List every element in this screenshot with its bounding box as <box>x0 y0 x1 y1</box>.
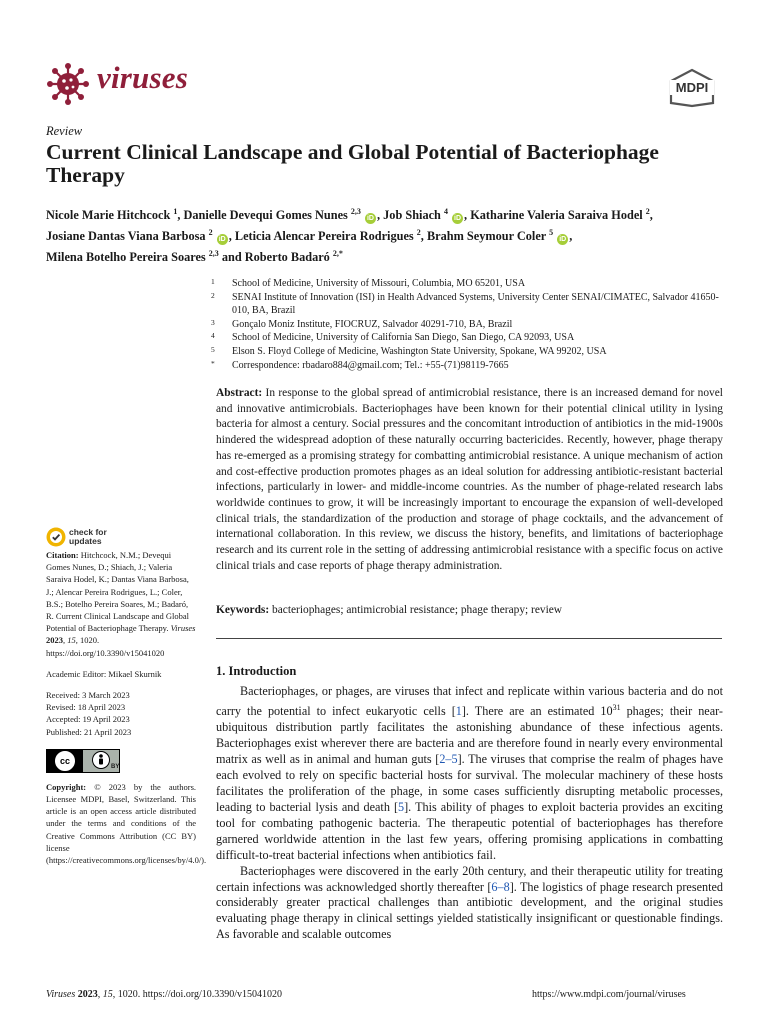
affiliation-item <box>211 291 731 318</box>
affiliation-text: Elson S. Floyd College of Medicine, Washington State University, Spokane, WA 99202, USA <box>232 345 607 357</box>
author-separator: , <box>569 229 573 244</box>
author-affiliation-mark: 2,3 <box>208 249 219 259</box>
check-for-updates-button[interactable] <box>46 527 126 549</box>
author-affiliation-mark: 1 <box>173 207 178 216</box>
affiliation-item <box>211 318 731 332</box>
check-updates-line1: check for <box>69 527 107 537</box>
citation-link[interactable]: 5 <box>398 799 405 814</box>
affiliation-mark: 4 <box>211 331 215 341</box>
sidebar <box>46 549 207 866</box>
author-affiliation-mark: 2 <box>416 228 421 238</box>
abstract-label: Abstract: <box>216 387 263 399</box>
cc-icon <box>47 750 83 772</box>
person-icon <box>92 751 110 769</box>
affiliation-mark: * <box>211 358 215 368</box>
citation-volume: 15 <box>67 635 76 646</box>
date-published: Published: 21 April 2023 <box>46 726 132 737</box>
author-separator: , <box>177 208 184 223</box>
paragraph <box>216 684 723 864</box>
author-name: Job Shiach <box>383 208 441 223</box>
author-separator: , <box>420 229 427 244</box>
text-run: ]. This ability of phages to exploit bacteria provides an exciting tool for combating pathogenic bacteria. The therapeutic potential of bacteriophages has therefore garnered worldwide attention in the last few years, offering promising applications in combatting difficult-to-treat bacterial infections when antibiotics fail. <box>216 799 723 862</box>
copyright-label: Copyright: <box>46 781 87 792</box>
footer-journal: Viruses <box>46 989 76 1000</box>
author-separator: , <box>228 229 235 244</box>
citation-year: 2023 <box>46 635 63 646</box>
keywords <box>216 603 723 618</box>
affiliation-item <box>211 277 731 291</box>
author-affiliation-mark: 2,* <box>332 249 343 259</box>
affiliation-text: School of Medicine, University of Missouri, Columbia, MO 65201, USA <box>232 278 526 289</box>
footer-volume: 15 <box>102 989 113 1000</box>
author-affiliation-mark: 4 <box>443 207 448 216</box>
author-name: Leticia Alencar Pereira Rodrigues <box>234 229 414 244</box>
keywords-text: bacteriophages; antimicrobial resistance; phage therapy; review <box>272 604 563 616</box>
author-affiliation-mark: 2 <box>208 228 213 238</box>
section-divider <box>216 638 722 639</box>
affiliation-text: Gonçalo Moniz Institute, FIOCRUZ, Salvador 40291-710, BA, Brazil <box>232 318 513 330</box>
author-name: Nicole Marie Hitchcock <box>46 208 171 223</box>
paragraph <box>216 864 723 944</box>
footer-year: 2023 <box>77 989 98 1000</box>
citation: Citation: Hitchcock, N.M.; Devequi Gomes Nunes, D.; Shiach, J.; Valeria Saraiva Hodel, K.; Dantas Viana Barbosa, J.; Alencar Pereira Rodrigues, L.; Coler, B.S.; Botelho Pereira Soares, M.; Badaró, R. Current Clinical Landscape and Global Potential of Bacteriophage Therapy. Viruses 2023, 15, 1020. https://doi.org/10.3390/v15041020 <box>46 550 196 658</box>
affiliation-item <box>211 345 731 359</box>
affiliation-mark: 2 <box>211 290 215 300</box>
affiliation-item <box>211 331 731 345</box>
author-name: Josiane Dantas Viana Barbosa <box>46 229 206 244</box>
keywords-label: Keywords: <box>216 604 270 616</box>
footer-journal-url[interactable]: https://www.mdpi.com/journal/viruses <box>532 989 686 1000</box>
abstract-text: In response to the global spread of antimicrobial resistance, there is an increased demand for novel and innovative antimicrobials. Bacteriophages have been known for their potential clinical utility in lysing bacteria for almost a century. Social pressures and the concomitant introduction of antibiotics in the mid-1900s hindered the widespread adoption of these naturally occurring bactericides. Recently, however, phage therapy has re-emerged as a promising strategy for combatting antimicrobial resistance. A unique mechanism of action and cost-effective production promotes phages as an ideal solution for addressing antibiotic-resistant bacterial infections, particularly in lower- and middle-income countries. As the number of phage-related research labs worldwide continues to grow, it will be increasingly important to encourage the expansion of well-developed clinical trials, the standardization of the production and storage of phage cocktails, and the advancement of international collaboration. In this review, we discuss the history, benefits, and limitations of bacteriophage research and its current role in the setting of addressing antimicrobial resistance with a specific focus on active clinical trials and case reports of phage therapy administration. <box>216 387 723 572</box>
check-updates-label <box>69 528 107 546</box>
author-separator: , <box>376 208 384 223</box>
author-affiliation-mark: 5 <box>549 228 554 238</box>
author-affiliation-mark: 2 <box>645 207 650 216</box>
affiliations <box>211 277 731 372</box>
affiliation-text: School of Medicine, University of California San Diego, San Diego, CA 92093, USA <box>232 332 575 344</box>
affiliation-text: SENAI Institute of Innovation (ISI) in Health Advanced Systems, University Center SENAI/CIMATEC, Salvador 41650-010, BA, Brazil <box>232 291 719 317</box>
affiliation-mark: 1 <box>211 277 215 286</box>
author-name: Roberto Badaró <box>244 250 330 265</box>
abstract <box>216 386 723 574</box>
author-separator: , <box>464 208 471 223</box>
citation-link[interactable]: 6–8 <box>491 879 510 894</box>
text-run: ]. The logistics of phage research presented considerably greater practical challenges than antibiotic development, and the original studies evaluating phage therapy in clinical settings yielded statistically insignificant or questionable findings. As favorable and scalable outcomes <box>216 879 723 942</box>
date-accepted: Accepted: 19 April 2023 <box>46 714 130 725</box>
citation-journal: Viruses <box>170 623 196 634</box>
citation-doi[interactable]: , 1020. https://doi.org/10.3390/v15041020 <box>46 635 165 658</box>
article-type: Review <box>46 124 83 138</box>
citation-link[interactable]: 2–5 <box>439 751 458 766</box>
affiliation-mark: 3 <box>211 317 215 327</box>
article-title: Current Clinical Landscape and Global Potential of Bacteriophage Therapy <box>46 140 659 187</box>
date-revised: Revised: 18 April 2023 <box>46 702 126 713</box>
viruses-logo-icon <box>46 62 90 106</box>
introduction-body <box>216 684 723 943</box>
academic-editor: Academic Editor: Mikael Skurnik <box>46 668 162 679</box>
affiliation-mark: 5 <box>211 344 215 354</box>
author-name: Brahm Seymour Coler <box>426 229 547 244</box>
orcid-icon[interactable]: iD <box>454 215 462 223</box>
author-name: Katharine Valeria Saraiva Hodel <box>470 208 643 223</box>
orcid-icon[interactable]: iD <box>559 236 567 244</box>
author-list <box>46 203 736 266</box>
cc-label: cc <box>55 751 75 771</box>
citation-text: Hitchcock, N.M.; Devequi Gomes Nunes, D.; Shiach, J.; Valeria Saraiva Hodel, K.; Dantas Viana Barbosa, J.; Alencar Pereira Rodrigues, L.; Coler, B.S.; Botelho Pereira Soares, M.; Badaró, R. Current Clinical Landscape and Global Potential of Bacteriophage Therapy. <box>46 550 190 634</box>
mdpi-logo-text: MDPI <box>670 80 714 95</box>
footer-citation: Viruses 2023, 15, 1020. https://doi.org/10.3390/v15041020 <box>46 989 283 1000</box>
author-name: Milena Botelho Pereira Soares <box>46 250 206 265</box>
footer-doi[interactable]: , 1020. https://doi.org/10.3390/v15041020 <box>112 989 283 1000</box>
citation-label: Citation: <box>46 550 79 560</box>
section-heading-introduction: 1. Introduction <box>216 664 297 678</box>
journal-name: viruses <box>97 60 188 95</box>
exponent: 31 <box>612 702 621 712</box>
by-label: BY <box>111 763 120 770</box>
orcid-icon[interactable]: iD <box>366 215 374 223</box>
by-icon <box>83 750 119 772</box>
text-run: ]. There are an estimated 10 <box>461 704 613 719</box>
text-run: phages; their near-ubiquitous distribution partly facilitates the astonishing abundance of these infectious agents. Bacteriophages exist wherever there are bacteria and are therefore found in nearly every environmental matrix as well as in animal and human guts [ <box>216 704 723 766</box>
copyright <box>46 781 207 866</box>
orcid-icon[interactable]: iD <box>218 236 226 244</box>
affiliation-item <box>211 359 731 373</box>
affiliation-text: Correspondence: rbadaro884@gmail.com; Tel.: +55-(71)98119-7665 <box>232 359 509 371</box>
cc-by-badge[interactable] <box>46 749 120 773</box>
author-affiliation-mark: 2,3 <box>350 207 361 216</box>
mdpi-logo <box>666 68 718 108</box>
text-run: Bacteriophages were discovered in the early 20th century, and their therapeutic utility for treating certain infections was acknowledged shortly thereafter [ <box>216 863 723 894</box>
author-name: Danielle Devequi Gomes Nunes <box>183 208 348 223</box>
text-run: Bacteriophages, or phages, are viruses that infect and replicate within various bacteria and do not carry the potential to infect eukaryotic cells [ <box>216 684 723 719</box>
author-separator: , <box>649 208 653 223</box>
citation-link[interactable]: 1 <box>455 704 462 719</box>
author-separator: and <box>218 250 245 265</box>
date-received: Received: 3 March 2023 <box>46 690 130 701</box>
check-updates-icon <box>46 527 66 547</box>
text-run: ]. The viruses that comprise the realm of phages have each evolved to rely on specific bacterial hosts for survival. The molecular machinery of these hosts facilitates the proliferation of the phage, in some cases sufficiently disrupting metabolic processes, leading to bacterial lysis and death [ <box>216 751 723 814</box>
copyright-text: © 2023 by the authors. Licensee MDPI, Basel, Switzerland. This article is an open access article distributed under the terms and conditions of the Creative Commons Attribution (CC BY) license (https://creativecommons.org/licenses/by/4.0/). <box>46 781 207 866</box>
check-updates-line2: updates <box>69 536 102 546</box>
